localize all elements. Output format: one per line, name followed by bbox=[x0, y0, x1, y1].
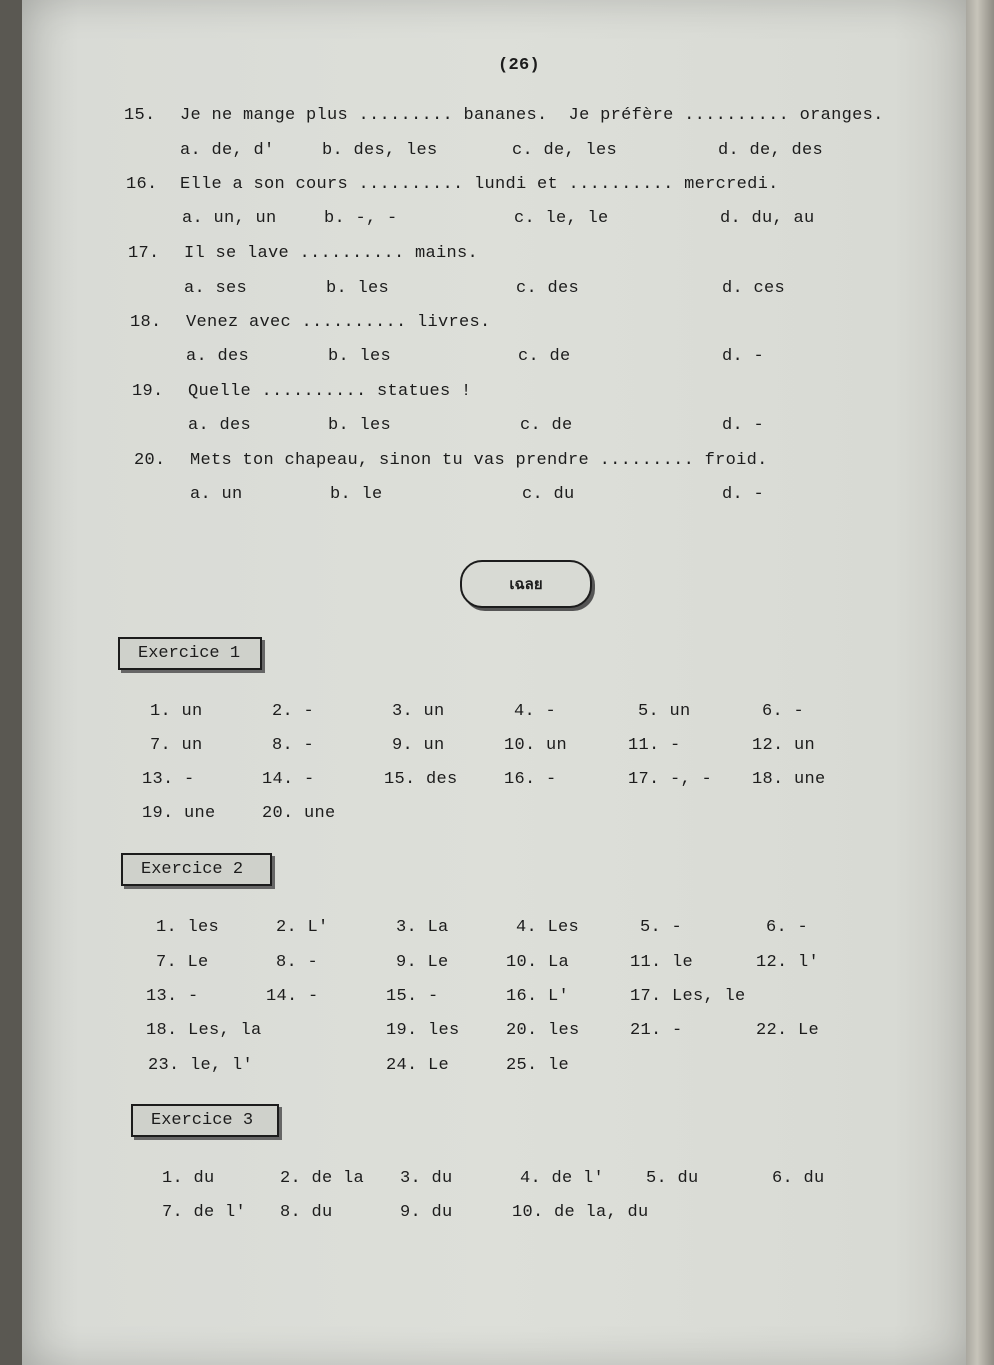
answer-item: 14. - bbox=[266, 987, 319, 1006]
option-d: d. du, au bbox=[720, 209, 815, 228]
answer-item: 1. un bbox=[150, 702, 203, 721]
answer-item: 21. - bbox=[630, 1021, 683, 1040]
question-number: 20. bbox=[134, 451, 166, 470]
question-text: Elle a son cours .......... lundi et .......... mercredi. bbox=[180, 175, 779, 194]
question-text: Mets ton chapeau, sinon tu vas prendre ......... froid. bbox=[190, 451, 768, 470]
question-text: Je ne mange plus ......... bananes. Je préfère .......... oranges. bbox=[180, 106, 884, 125]
page-edge bbox=[966, 0, 994, 1365]
page-number: (26) bbox=[498, 56, 541, 75]
answer-item: 10. de la, du bbox=[512, 1203, 649, 1222]
exercise-title: Exercice 3 bbox=[131, 1104, 279, 1137]
answer-item: 1. les bbox=[156, 918, 220, 937]
answer-item: 8. du bbox=[280, 1203, 333, 1222]
answer-item: 6. du bbox=[772, 1169, 825, 1188]
option-d: d. ces bbox=[722, 279, 786, 298]
answer-item: 24. Le bbox=[386, 1056, 450, 1075]
answer-item: 9. du bbox=[400, 1203, 453, 1222]
answer-item: 20. les bbox=[506, 1021, 580, 1040]
answer-item: 7. de l' bbox=[162, 1203, 247, 1222]
answer-item: 17. -, - bbox=[628, 770, 713, 789]
question-text: Il se lave .......... mains. bbox=[184, 244, 479, 263]
answer-item: 11. - bbox=[628, 736, 681, 755]
answer-item: 15. des bbox=[384, 770, 458, 789]
answer-item: 10. La bbox=[506, 953, 570, 972]
option-d: d. - bbox=[722, 347, 765, 366]
answer-item: 12. un bbox=[752, 736, 816, 755]
answer-item: 3. un bbox=[392, 702, 445, 721]
option-b: b. les bbox=[326, 279, 390, 298]
option-c: c. de bbox=[518, 347, 571, 366]
answer-item: 13. - bbox=[146, 987, 199, 1006]
answer-item: 3. du bbox=[400, 1169, 453, 1188]
answer-item: 5. du bbox=[646, 1169, 699, 1188]
question-number: 18. bbox=[130, 313, 162, 332]
option-c: c. du bbox=[522, 485, 575, 504]
answer-item: 2. L' bbox=[276, 918, 329, 937]
answer-item: 23. le, l' bbox=[148, 1056, 254, 1075]
option-d: d. - bbox=[722, 485, 765, 504]
answer-item: 16. L' bbox=[506, 987, 570, 1006]
answer-item: 9. Le bbox=[396, 953, 449, 972]
answer-item: 11. le bbox=[630, 953, 694, 972]
answer-item: 10. un bbox=[504, 736, 568, 755]
option-c: c. de bbox=[520, 416, 573, 435]
option-c: c. le, le bbox=[514, 209, 609, 228]
answer-item: 15. - bbox=[386, 987, 439, 1006]
option-a: a. un, un bbox=[182, 209, 277, 228]
answer-item: 25. le bbox=[506, 1056, 570, 1075]
answer-item: 14. - bbox=[262, 770, 315, 789]
answer-key-heading: เฉลย bbox=[460, 560, 592, 608]
option-c: c. de, les bbox=[512, 141, 618, 160]
option-a: a. ses bbox=[184, 279, 248, 298]
answer-item: 20. une bbox=[262, 804, 336, 823]
option-a: a. des bbox=[188, 416, 252, 435]
answer-item: 5. - bbox=[640, 918, 683, 937]
option-b: b. -, - bbox=[324, 209, 398, 228]
option-a: a. de, d' bbox=[180, 141, 275, 160]
question-text: Venez avec .......... livres. bbox=[186, 313, 491, 332]
answer-item: 8. - bbox=[272, 736, 315, 755]
answer-item: 2. de la bbox=[280, 1169, 365, 1188]
answer-item: 4. Les bbox=[516, 918, 580, 937]
option-c: c. des bbox=[516, 279, 580, 298]
answer-item: 17. Les, le bbox=[630, 987, 746, 1006]
answer-item: 22. Le bbox=[756, 1021, 820, 1040]
option-a: a. un bbox=[190, 485, 243, 504]
answer-item: 4. - bbox=[514, 702, 557, 721]
option-d: d. - bbox=[722, 416, 765, 435]
question-number: 19. bbox=[132, 382, 164, 401]
answer-item: 19. une bbox=[142, 804, 216, 823]
answer-item: 18. une bbox=[752, 770, 826, 789]
answer-item: 16. - bbox=[504, 770, 557, 789]
option-b: b. le bbox=[330, 485, 383, 504]
option-b: b. les bbox=[328, 347, 392, 366]
option-b: b. des, les bbox=[322, 141, 438, 160]
answer-item: 19. les bbox=[386, 1021, 460, 1040]
answer-item: 7. un bbox=[150, 736, 203, 755]
option-d: d. de, des bbox=[718, 141, 824, 160]
answer-item: 18. Les, la bbox=[146, 1021, 262, 1040]
paper-page bbox=[22, 0, 970, 1365]
answer-item: 4. de l' bbox=[520, 1169, 605, 1188]
exercise-title: Exercice 2 bbox=[121, 853, 272, 886]
answer-item: 1. du bbox=[162, 1169, 215, 1188]
question-number: 16. bbox=[126, 175, 158, 194]
answer-item: 12. l' bbox=[756, 953, 820, 972]
answer-item: 3. La bbox=[396, 918, 449, 937]
option-b: b. les bbox=[328, 416, 392, 435]
exercise-title: Exercice 1 bbox=[118, 637, 262, 670]
option-a: a. des bbox=[186, 347, 250, 366]
answer-item: 8. - bbox=[276, 953, 319, 972]
answer-item: 7. Le bbox=[156, 953, 209, 972]
question-number: 15. bbox=[124, 106, 156, 125]
answer-item: 2. - bbox=[272, 702, 315, 721]
question-text: Quelle .......... statues ! bbox=[188, 382, 472, 401]
question-number: 17. bbox=[128, 244, 160, 263]
answer-item: 5. un bbox=[638, 702, 691, 721]
answer-item: 6. - bbox=[762, 702, 805, 721]
answer-item: 6. - bbox=[766, 918, 809, 937]
answer-item: 9. un bbox=[392, 736, 445, 755]
answer-item: 13. - bbox=[142, 770, 195, 789]
